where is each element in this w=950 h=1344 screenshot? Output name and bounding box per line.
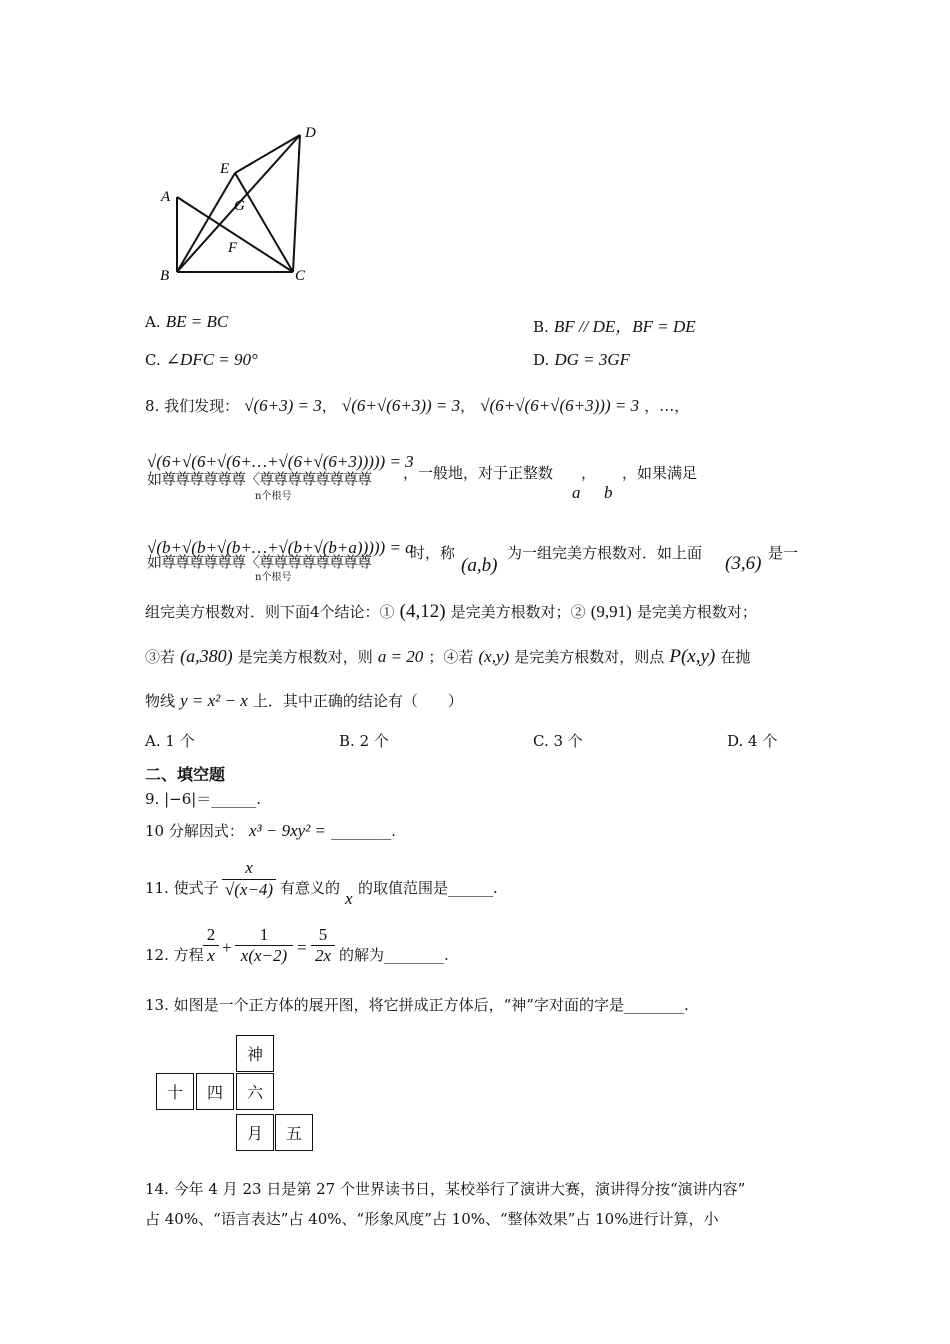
- point-label-c: C: [295, 268, 306, 284]
- q8-option-d[interactable]: D. 4 个: [727, 732, 778, 750]
- q8-n-note-2: n个根号: [255, 572, 292, 583]
- point-label-a: A: [161, 189, 171, 205]
- segment-cd: [293, 135, 300, 272]
- net-cell-bottom-right: 五: [275, 1114, 313, 1151]
- net-cell-bottom: 月: [236, 1114, 274, 1151]
- segment-ec: [235, 173, 293, 272]
- q8-line-4: 组完美方根数对．则下面4个结论：① (4,12) 是完美方根数对；② (9,91) 是完美方根数对；: [145, 601, 757, 622]
- point-label-d: D: [305, 125, 316, 141]
- geometry-figure: [150, 115, 330, 290]
- point-label-g: G: [234, 198, 245, 214]
- q8-line-5: ③若 (a,380) 是完美方根数对，则 a = 20 ；④若 (x,y) 是完美方根数对，则点 P(x,y) 在抛: [145, 646, 751, 667]
- q10: 10 分解因式： x³ − 9xy² = ________.: [145, 821, 396, 840]
- section-title: 二、填空题: [145, 765, 226, 784]
- q8-var-a: a: [572, 483, 581, 502]
- q12-pre: 12. 方程: [145, 946, 204, 964]
- q8-line2-text: ，一般地，对于正整数 ， ，如果满足: [403, 464, 698, 482]
- q8-option-b[interactable]: B. 2 个: [339, 732, 389, 750]
- net-cell-center: 六: [236, 1073, 274, 1110]
- q7-option-a[interactable]: A. BE = BC: [145, 312, 229, 331]
- q8-option-c[interactable]: C. 3 个: [533, 732, 583, 750]
- q8-n-note-1: n个根号: [255, 491, 292, 502]
- point-label-b: B: [160, 268, 170, 284]
- segment-eb: [177, 173, 235, 272]
- q11-fraction: x √(x−4): [222, 858, 276, 900]
- point-label-f: F: [228, 240, 238, 256]
- q8-option-a[interactable]: A. 1 个: [145, 732, 195, 750]
- q8-line3-tail1: 为一组完美方根数对．如上面: [507, 544, 703, 562]
- q7-option-d[interactable]: D. DG = 3GF: [533, 350, 631, 369]
- q11-tail: 的取值范围是______.: [358, 879, 498, 897]
- q12-tail: 的解为________.: [339, 946, 449, 964]
- q11-var: x: [345, 889, 353, 908]
- q8-pair-ab: (a,b): [461, 555, 498, 576]
- q8-eq2: √(6+√(6+3)) = 3: [341, 396, 461, 415]
- q11-pre: 11. 使式子: [145, 879, 219, 897]
- net-cell-left2: 四: [196, 1073, 234, 1110]
- q8-eq3: √(6+√(6+√(6+3))) = 3: [480, 396, 640, 415]
- q12-equals: =: [297, 938, 307, 957]
- net-cell-left1: 十: [156, 1073, 194, 1110]
- q14-line-2: 占 40%、“语言表达”占 40%、“形象风度”占 10%、“整体效果”占 10%进行计算，小: [145, 1210, 719, 1228]
- q7-option-b[interactable]: B. BF // DE，BF = DE: [533, 317, 696, 336]
- q12-fraction-1: 2 x: [203, 925, 219, 966]
- q8-pair-36: (3,6): [725, 553, 762, 574]
- segment-ed: [235, 135, 300, 173]
- q8-watermark-2: 如尊尊尊尊尊尊〈尊尊尊尊尊尊尊尊: [147, 553, 372, 571]
- net-cell-top: 神: [236, 1035, 274, 1072]
- q8-nested-b: √(b+√(b+√(b+…+√(b+√(b+a))))) = a: [147, 538, 414, 557]
- q7-option-c[interactable]: C. ∠DFC = 90°: [145, 350, 258, 369]
- q13-text: 13. 如图是一个正方体的展开图，将它拼成正方体后，“神”字对面的字是________.: [145, 996, 689, 1014]
- q8-var-b: b: [604, 483, 613, 502]
- q8-line3-mid: 时，称: [410, 544, 456, 562]
- q14-line-1: 14. 今年 4 月 23 日是第 27 个世界读书日，某校举行了演讲大赛，演讲得分按“演讲内容”: [145, 1180, 746, 1198]
- q12-fraction-3: 5 2x: [311, 925, 335, 966]
- q9: 9. |−6|＝______.: [145, 790, 262, 808]
- q8-eq1: √(6+3) = 3: [244, 396, 322, 415]
- q12-plus: +: [222, 938, 232, 957]
- q12-fraction-2: 1 x(x−2): [235, 925, 293, 966]
- point-label-e: E: [220, 161, 230, 177]
- q8-line3-tail2: 是一: [768, 544, 799, 562]
- q8-line-6: 物线 y = x² − x 上．其中正确的结论有（ ）: [145, 691, 463, 710]
- q8-line-1: 8. 我们发现： √(6+3) = 3， √(6+√(6+3)) = 3， √(6+√(6+√(6+3))) = 3 ，…，: [145, 396, 690, 415]
- q11-mid: 有意义的: [280, 879, 341, 897]
- q8-nested-six: √(6+√(6+√(6+…+√(6+√(6+3))))) = 3: [147, 452, 414, 471]
- q8-watermark-1: 如尊尊尊尊尊尊〈尊尊尊尊尊尊尊尊: [147, 470, 372, 488]
